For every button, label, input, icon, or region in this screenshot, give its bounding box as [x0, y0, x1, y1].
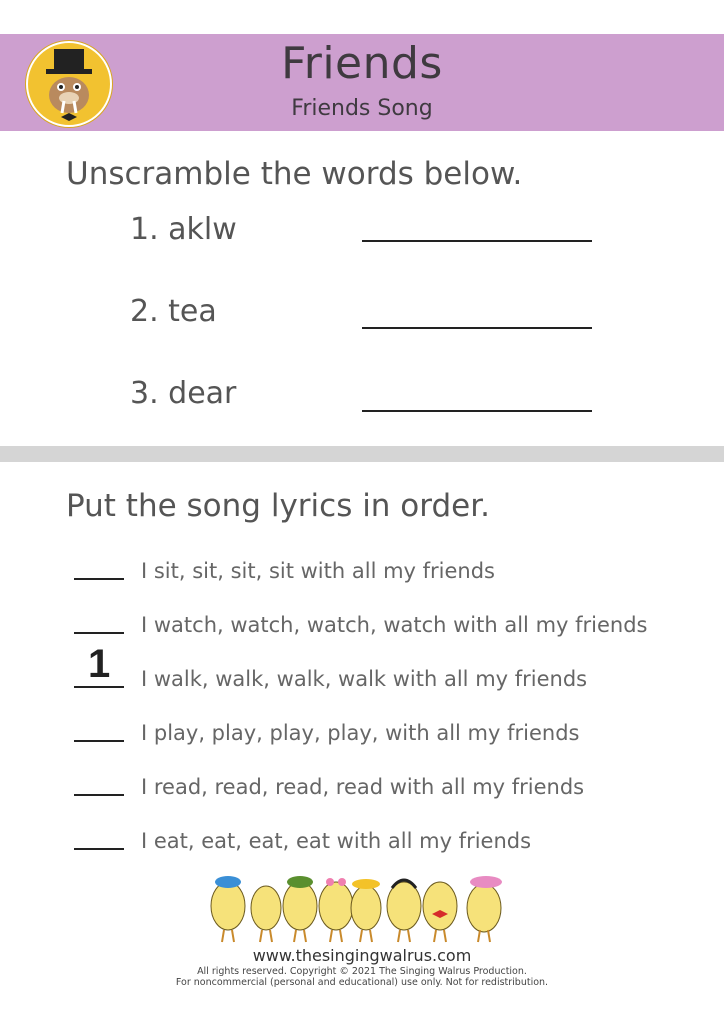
lyric-line-3: I walk, walk, walk, walk with all my friends [141, 667, 588, 691]
scramble-answer-line-2[interactable] [362, 327, 592, 329]
page-title: Friends [281, 38, 443, 89]
order-heading: Put the song lyrics in order. [66, 488, 490, 524]
scramble-word-3: 3. dear [130, 376, 237, 411]
lyric-line-2: I watch, watch, watch, watch with all my friends [141, 613, 648, 637]
order-number-3: 1 [88, 642, 111, 686]
order-answer-line-1[interactable] [74, 578, 124, 580]
order-answer-line-6[interactable] [74, 848, 124, 850]
worksheet-header [0, 34, 724, 131]
scramble-answer-line-3[interactable] [362, 410, 592, 412]
lyric-line-5: I read, read, read, read with all my friends [141, 775, 585, 799]
scramble-word-1: 1. aklw [130, 212, 237, 247]
order-answer-line-2[interactable] [74, 632, 124, 634]
chicks-group-icon [200, 866, 520, 946]
lyric-line-1: I sit, sit, sit, sit with all my friends [141, 559, 495, 583]
scramble-word-2: 2. tea [130, 294, 217, 329]
page-subtitle: Friends Song [291, 96, 433, 121]
lyric-line-6: I eat, eat, eat, eat with all my friends [141, 829, 532, 853]
lyric-line-4: I play, play, play, play, with all my friends [141, 721, 580, 745]
footer-usage-note: For noncommercial (personal and educational) use only. Not for redistribution. [175, 977, 549, 988]
unscramble-heading: Unscramble the words below. [66, 156, 523, 192]
section-divider [0, 446, 724, 462]
footer-copyright: All rights reserved. Copyright © 2021 The Singing Walrus Production. [197, 966, 527, 977]
scramble-answer-line-1[interactable] [362, 240, 592, 242]
order-answer-line-5[interactable] [74, 794, 124, 796]
footer-website[interactable]: www.thesingingwalrus.com [252, 946, 472, 965]
order-answer-line-4[interactable] [74, 740, 124, 742]
